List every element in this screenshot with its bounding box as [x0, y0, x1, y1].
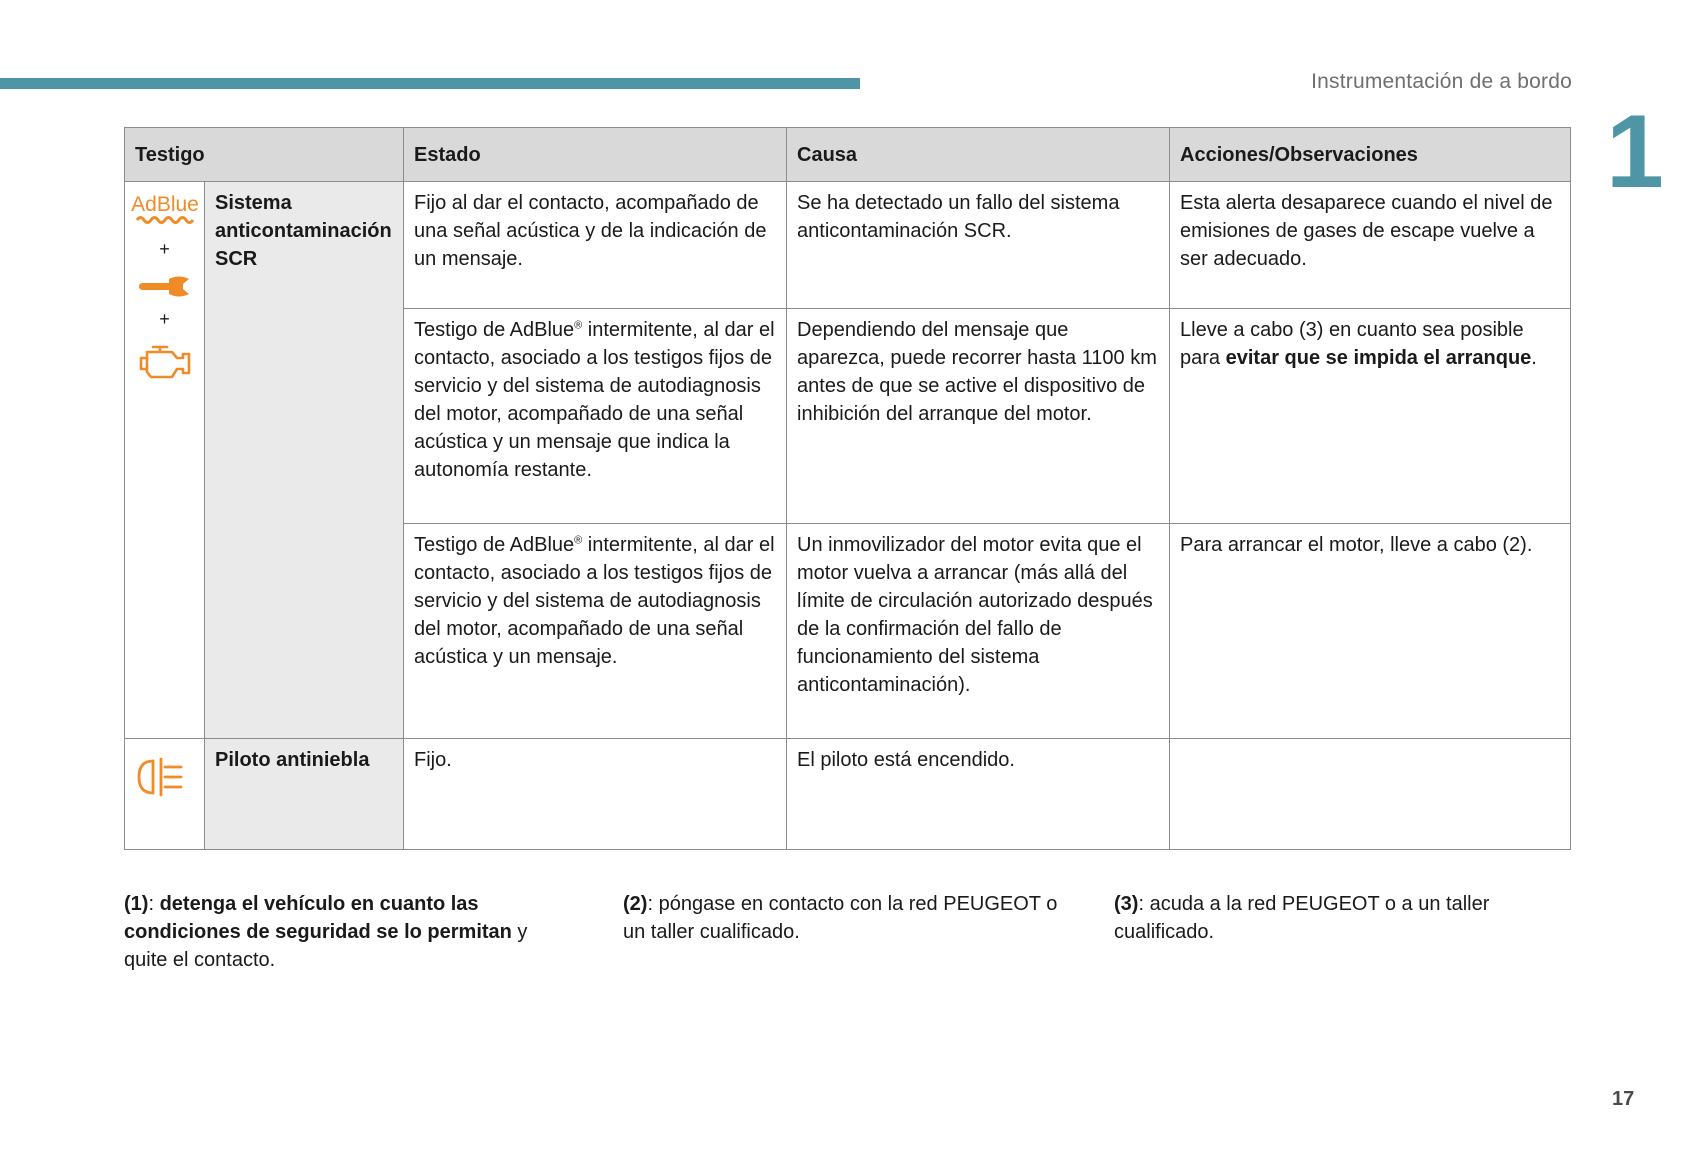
estado-cell: [404, 309, 787, 524]
footnote-ref: (1): [124, 893, 149, 915]
registered-mark: ®: [574, 534, 583, 547]
acciones-cell: [1170, 739, 1571, 850]
acciones-cell: Esta alerta desaparece cuando el nivel de emisiones de gases de escape vuelve a ser adecuado.: [1170, 182, 1571, 309]
warning-lights-table: [124, 127, 1571, 850]
engine-check-icon: [137, 343, 193, 383]
estado-text: intermitente, al dar el contacto, asociado a los testigos fijos de servicio y del sistema de autodiagnosis del motor, acompañado de una señal acústica y un mensaje.: [414, 534, 775, 668]
footnote-bold-text: detenga el vehículo en cuanto las condiciones de seguridad se lo permitan: [124, 893, 512, 943]
fog-icon-cell: [125, 739, 205, 850]
plus-sign: +: [159, 239, 170, 259]
causa-cell: Dependiendo del mensaje que aparezca, puede recorrer hasta 1100 km antes de que se active el dispositivo de inhibición del arranque del motor.: [787, 309, 1170, 524]
table-row: [125, 739, 1571, 850]
table-header-row: [125, 128, 1571, 182]
footnote-1: [124, 890, 564, 974]
footnote-text: acuda a la red PEUGEOT o a un taller cualificado.: [1114, 893, 1490, 943]
acciones-text: .: [1531, 347, 1537, 369]
acciones-cell: Para arrancar el motor, lleve a cabo (2).: [1170, 524, 1571, 739]
estado-text: Testigo de AdBlue: [414, 534, 575, 556]
scr-label-line-2: anticontaminación: [215, 220, 392, 242]
scr-label-line-1: Sistema: [215, 192, 292, 214]
chapter-number: 1: [1606, 94, 1664, 210]
estado-text: intermitente, al dar el contacto, asociado a los testigos fijos de servicio y del sistema de autodiagnosis del motor, acompañado de una señal acústica y un mensaje que indica la autonomía restante.: [414, 319, 775, 481]
header-estado: Estado: [404, 128, 787, 182]
footnote-colon: :: [647, 893, 659, 915]
adblue-icon: [129, 189, 201, 229]
acciones-cell: [1170, 309, 1571, 524]
footnote-text: póngase en contacto con la red PEUGEOT o un taller cualificado.: [623, 893, 1058, 943]
header-testigo: Testigo: [125, 128, 404, 182]
page-number: 17: [1612, 1088, 1635, 1110]
footnote-ref: (3): [1114, 893, 1139, 915]
estado-text: Testigo de AdBlue: [414, 319, 575, 341]
footnote-colon: :: [1138, 893, 1150, 915]
acciones-bold-text: evitar que se impida el arranque: [1225, 347, 1532, 369]
estado-cell: [404, 524, 787, 739]
footnote-3: [1114, 890, 1534, 946]
estado-cell: Fijo al dar el contacto, acompañado de una señal acústica y de la indicación de un mensaje.: [404, 182, 787, 309]
causa-cell: Un inmovilizador del motor evita que el motor vuelva a arrancar (más allá del límite de circulación autorizado después de la confirmación del fallo de funcionamiento del sistema anticontaminación).: [787, 524, 1170, 739]
scr-system-label: [205, 182, 404, 739]
footnote-ref: (2): [623, 893, 648, 915]
causa-cell: El piloto está encendido.: [787, 739, 1170, 850]
causa-cell: Se ha detectado un fallo del sistema anticontaminación SCR.: [787, 182, 1170, 309]
footnote-2: [623, 890, 1083, 946]
fog-light-label: Piloto antiniebla: [205, 739, 404, 850]
wrench-icon: [137, 273, 193, 299]
adblue-icon-text: AdBlue: [130, 193, 199, 216]
header-acciones: Acciones/Observaciones: [1170, 128, 1571, 182]
registered-mark: ®: [574, 319, 583, 332]
estado-cell: Fijo.: [404, 739, 787, 850]
table-row: [125, 182, 1571, 309]
scr-label-line-3: SCR: [215, 248, 258, 270]
footnote-text: y quite el contacto.: [124, 921, 528, 971]
acciones-text: Lleve a cabo (3) en cuanto sea posible para: [1180, 319, 1524, 369]
section-title: Instrumentación de a bordo: [1311, 70, 1572, 93]
header-accent-bar: [0, 78, 860, 89]
plus-sign: +: [159, 309, 170, 329]
header-causa: Causa: [787, 128, 1170, 182]
scr-icons-cell: [125, 182, 205, 739]
rear-fog-light-icon: [135, 755, 187, 799]
footnote-colon: :: [148, 893, 160, 915]
